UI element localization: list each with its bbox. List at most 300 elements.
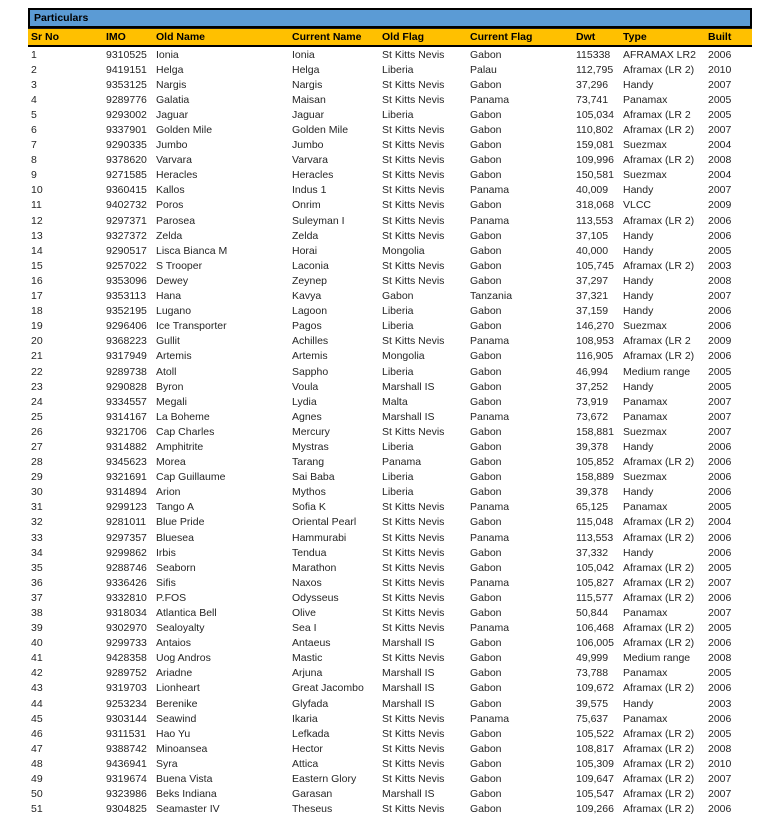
cell-current_name: Voula (292, 380, 319, 393)
cell-current_flag: Gabon (470, 561, 502, 574)
table-row (28, 168, 752, 183)
cell-sr: 9 (31, 169, 37, 182)
cell-dwt: 105,042 (576, 561, 614, 574)
cell-type: Handy (623, 546, 654, 559)
cell-old_name: Seaborn (156, 561, 196, 574)
cell-dwt: 105,309 (576, 757, 614, 770)
cell-imo: 9297371 (106, 214, 147, 227)
cell-imo: 9253234 (106, 697, 147, 710)
table-row (28, 575, 752, 590)
cell-sr: 38 (31, 607, 43, 620)
cell-old_flag: St Kitts Nevis (382, 229, 445, 242)
cell-built: 2009 (708, 335, 732, 348)
cell-current_name: Mastic (292, 652, 323, 665)
cell-built: 2004 (708, 516, 732, 529)
cell-imo: 9327372 (106, 229, 147, 242)
cell-current_flag: Gabon (470, 78, 502, 91)
cell-old_name: Minoansea (156, 742, 208, 755)
cell-built: 2006 (708, 712, 732, 725)
cell-type: Aframax (LR 2) (623, 788, 695, 801)
cell-imo: 9299733 (106, 637, 147, 650)
cell-current_name: Tendua (292, 546, 327, 559)
cell-old_flag: Liberia (382, 108, 414, 121)
cell-current_flag: Gabon (470, 124, 502, 137)
cell-imo: 9257022 (106, 259, 147, 272)
cell-built: 2010 (708, 757, 732, 770)
cell-built: 2005 (708, 727, 732, 740)
cell-old_flag: Mongolia (382, 244, 425, 257)
cell-sr: 36 (31, 576, 43, 589)
column-header-imo: IMO (104, 29, 154, 47)
column-header-built: Built (706, 29, 752, 47)
cell-old_name: La Boheme (156, 410, 210, 423)
cell-current_flag: Panama (470, 576, 510, 589)
cell-imo: 9317949 (106, 350, 147, 363)
cell-sr: 43 (31, 682, 43, 695)
cell-old_name: S Trooper (156, 259, 203, 272)
cell-old_name: Nargis (156, 78, 187, 91)
table-row (28, 605, 752, 620)
cell-old_flag: Liberia (382, 305, 414, 318)
cell-old_flag: Liberia (382, 486, 414, 499)
cell-built: 2005 (708, 244, 732, 257)
table-row (28, 349, 752, 364)
cell-built: 2006 (708, 320, 732, 333)
cell-type: Aframax (LR 2) (623, 757, 695, 770)
cell-built: 2004 (708, 169, 732, 182)
cell-current_name: Ionia (292, 48, 315, 61)
cell-imo: 9336426 (106, 576, 147, 589)
cell-current_flag: Gabon (470, 199, 502, 212)
cell-current_name: Mystras (292, 440, 329, 453)
cell-current_name: Horai (292, 244, 318, 257)
table-row (28, 485, 752, 500)
cell-built: 2006 (708, 350, 732, 363)
cell-sr: 3 (31, 78, 37, 91)
cell-sr: 7 (31, 139, 37, 152)
cell-sr: 42 (31, 667, 43, 680)
cell-current_flag: Gabon (470, 546, 502, 559)
cell-current_flag: Gabon (470, 773, 502, 786)
cell-old_name: Golden Mile (156, 124, 213, 137)
cell-current_flag: Gabon (470, 244, 502, 257)
cell-old_flag: Panama (382, 456, 422, 469)
cell-old_name: Antaios (156, 637, 192, 650)
cell-imo: 9310525 (106, 48, 147, 61)
cell-old_name: Arion (156, 486, 181, 499)
table-row (28, 470, 752, 485)
cell-built: 2006 (708, 48, 732, 61)
table-row (28, 515, 752, 530)
cell-current_flag: Gabon (470, 516, 502, 529)
cell-current_flag: Gabon (470, 607, 502, 620)
cell-current_flag: Gabon (470, 757, 502, 770)
table-body (28, 46, 752, 817)
cell-current_name: Jaguar (292, 108, 325, 121)
table-row (28, 213, 752, 228)
cell-built: 2006 (708, 531, 732, 544)
cell-type: Aframax (LR 2) (623, 727, 695, 740)
cell-sr: 2 (31, 63, 37, 76)
cell-sr: 51 (31, 803, 43, 816)
cell-sr: 32 (31, 516, 43, 529)
cell-dwt: 49,999 (576, 652, 609, 665)
cell-current_flag: Gabon (470, 637, 502, 650)
cell-type: Handy (623, 697, 654, 710)
table-row (28, 273, 752, 288)
table-row (28, 92, 752, 107)
cell-sr: 30 (31, 486, 43, 499)
cell-dwt: 109,647 (576, 773, 614, 786)
table-row (28, 62, 752, 77)
cell-current_name: Zelda (292, 229, 319, 242)
cell-current_name: Pagos (292, 320, 322, 333)
cell-current_flag: Gabon (470, 471, 502, 484)
table-row (28, 243, 752, 258)
cell-imo: 9402732 (106, 199, 147, 212)
cell-sr: 18 (31, 305, 43, 318)
cell-imo: 9337901 (106, 124, 147, 137)
cell-imo: 9314882 (106, 440, 147, 453)
cell-dwt: 37,252 (576, 380, 609, 393)
cell-current_flag: Gabon (470, 365, 502, 378)
table-title-bar: Particulars (28, 8, 752, 28)
cell-type: Suezmax (623, 169, 667, 182)
cell-current_name: Helga (292, 63, 320, 76)
cell-sr: 10 (31, 184, 43, 197)
cell-old_name: Sifis (156, 576, 176, 589)
cell-current_name: Indus 1 (292, 184, 327, 197)
table-row (28, 424, 752, 439)
cell-type: Handy (623, 440, 654, 453)
cell-type: Panamax (623, 93, 668, 106)
cell-type: Aframax (LR 2) (623, 154, 695, 167)
cell-current_name: Lydia (292, 395, 317, 408)
cell-old_flag: St Kitts Nevis (382, 546, 445, 559)
cell-sr: 25 (31, 410, 43, 423)
cell-sr: 26 (31, 425, 43, 438)
cell-old_name: Kallos (156, 184, 185, 197)
cell-old_flag: St Kitts Nevis (382, 93, 445, 106)
cell-old_flag: Marshall IS (382, 788, 435, 801)
column-header-old-flag: Old Flag (380, 29, 468, 47)
cell-type: Handy (623, 274, 654, 287)
cell-old_name: Uog Andros (156, 652, 211, 665)
cell-old_name: Ice Transporter (156, 320, 227, 333)
cell-dwt: 109,672 (576, 682, 614, 695)
cell-dwt: 65,125 (576, 501, 609, 514)
cell-dwt: 109,996 (576, 154, 614, 167)
table-row (28, 228, 752, 243)
cell-sr: 16 (31, 274, 43, 287)
cell-current_flag: Panama (470, 335, 510, 348)
cell-current_name: Eastern Glory (292, 773, 357, 786)
cell-current_flag: Gabon (470, 742, 502, 755)
cell-built: 2008 (708, 742, 732, 755)
cell-built: 2006 (708, 591, 732, 604)
table-row (28, 77, 752, 92)
cell-current_name: Olive (292, 607, 316, 620)
cell-dwt: 108,817 (576, 742, 614, 755)
cell-built: 2008 (708, 274, 732, 287)
cell-current_flag: Gabon (470, 259, 502, 272)
table-row (28, 183, 752, 198)
table-row (28, 711, 752, 726)
cell-type: Panamax (623, 395, 668, 408)
cell-old_flag: Liberia (382, 440, 414, 453)
cell-current_name: Arjuna (292, 667, 323, 680)
cell-old_name: Heracles (156, 169, 198, 182)
cell-old_flag: St Kitts Nevis (382, 169, 445, 182)
cell-imo: 9323986 (106, 788, 147, 801)
table-row (28, 741, 752, 756)
cell-old_name: Galatia (156, 93, 190, 106)
cell-old_flag: St Kitts Nevis (382, 712, 445, 725)
column-header-current-flag: Current Flag (468, 29, 574, 47)
cell-current_name: Mythos (292, 486, 326, 499)
table-row (28, 681, 752, 696)
cell-sr: 19 (31, 320, 43, 333)
table-row (28, 455, 752, 470)
cell-built: 2005 (708, 93, 732, 106)
cell-old_name: Tango A (156, 501, 194, 514)
cell-old_flag: St Kitts Nevis (382, 576, 445, 589)
cell-current_name: Sappho (292, 365, 329, 378)
cell-built: 2007 (708, 773, 732, 786)
cell-old_flag: St Kitts Nevis (382, 757, 445, 770)
cell-type: Handy (623, 184, 654, 197)
cell-old_name: Atlantica Bell (156, 607, 217, 620)
cell-sr: 23 (31, 380, 43, 393)
cell-old_name: Cap Guillaume (156, 471, 226, 484)
cell-current_flag: Gabon (470, 440, 502, 453)
cell-old_flag: Liberia (382, 320, 414, 333)
cell-imo: 9388742 (106, 742, 147, 755)
cell-old_name: Lionheart (156, 682, 200, 695)
cell-sr: 33 (31, 531, 43, 544)
cell-old_name: Atoll (156, 365, 177, 378)
cell-old_name: Buena Vista (156, 773, 213, 786)
cell-dwt: 39,575 (576, 697, 609, 710)
cell-dwt: 40,009 (576, 184, 609, 197)
cell-imo: 9378620 (106, 154, 147, 167)
cell-old_name: Byron (156, 380, 184, 393)
cell-old_flag: St Kitts Nevis (382, 425, 445, 438)
cell-current_flag: Palau (470, 63, 497, 76)
cell-current_flag: Gabon (470, 425, 502, 438)
cell-imo: 9289752 (106, 667, 147, 680)
cell-current_flag: Panama (470, 184, 510, 197)
cell-current_flag: Panama (470, 712, 510, 725)
cell-type: Handy (623, 486, 654, 499)
cell-built: 2006 (708, 803, 732, 816)
cell-current_name: Jumbo (292, 139, 324, 152)
cell-type: Aframax (LR 2) (623, 803, 695, 816)
cell-current_name: Attica (292, 757, 319, 770)
cell-old_flag: Marshall IS (382, 682, 435, 695)
cell-imo: 9314167 (106, 410, 147, 423)
cell-built: 2003 (708, 697, 732, 710)
cell-current_flag: Gabon (470, 305, 502, 318)
cell-built: 2007 (708, 290, 732, 303)
cell-imo: 9296406 (106, 320, 147, 333)
cell-dwt: 37,296 (576, 78, 609, 91)
cell-imo: 9290335 (106, 139, 147, 152)
cell-old_name: Morea (156, 456, 186, 469)
cell-dwt: 115,577 (576, 591, 614, 604)
cell-imo: 9368223 (106, 335, 147, 348)
column-header-type: Type (621, 29, 706, 47)
cell-old_flag: St Kitts Nevis (382, 274, 445, 287)
cell-old_name: Zelda (156, 229, 183, 242)
table-row (28, 439, 752, 454)
cell-built: 2004 (708, 139, 732, 152)
cell-type: VLCC (623, 199, 652, 212)
cell-type: Medium range (623, 365, 691, 378)
cell-type: Aframax (LR 2) (623, 637, 695, 650)
cell-old_flag: St Kitts Nevis (382, 199, 445, 212)
cell-sr: 4 (31, 93, 37, 106)
cell-current_name: Lefkada (292, 727, 330, 740)
cell-current_flag: Gabon (470, 139, 502, 152)
table-row (28, 122, 752, 137)
cell-old_name: Ariadne (156, 667, 193, 680)
cell-old_name: Helga (156, 63, 184, 76)
cell-old_name: Jaguar (156, 108, 189, 121)
table-row (28, 696, 752, 711)
cell-sr: 27 (31, 440, 43, 453)
cell-current_flag: Gabon (470, 697, 502, 710)
cell-sr: 46 (31, 727, 43, 740)
cell-type: Panamax (623, 667, 668, 680)
cell-type: Suezmax (623, 471, 667, 484)
cell-dwt: 158,881 (576, 425, 614, 438)
cell-dwt: 73,672 (576, 410, 609, 423)
cell-old_name: Gullit (156, 335, 180, 348)
cell-current_flag: Gabon (470, 154, 502, 167)
cell-built: 2005 (708, 365, 732, 378)
cell-built: 2007 (708, 425, 732, 438)
cell-old_name: Varvara (156, 154, 192, 167)
cell-sr: 11 (31, 199, 42, 212)
cell-old_flag: St Kitts Nevis (382, 742, 445, 755)
table-row (28, 621, 752, 636)
cell-type: Aframax (LR 2) (623, 531, 695, 544)
cell-imo: 9345623 (106, 456, 147, 469)
cell-built: 2005 (708, 380, 732, 393)
cell-old_flag: St Kitts Nevis (382, 214, 445, 227)
cell-current_flag: Gabon (470, 229, 502, 242)
cell-type: Panamax (623, 712, 668, 725)
cell-dwt: 150,581 (576, 169, 614, 182)
cell-old_name: P.FOS (156, 591, 187, 604)
cell-type: Panamax (623, 501, 668, 514)
cell-current_name: Agnes (292, 410, 322, 423)
cell-dwt: 106,468 (576, 622, 614, 635)
cell-sr: 1 (31, 48, 37, 61)
cell-sr: 17 (31, 290, 43, 303)
cell-type: Handy (623, 78, 654, 91)
cell-built: 2005 (708, 108, 732, 121)
cell-current_name: Sea I (292, 622, 317, 635)
cell-imo: 9281011 (106, 516, 147, 529)
cell-old_flag: Marshall IS (382, 380, 435, 393)
cell-sr: 14 (31, 244, 43, 257)
cell-old_name: Lisca Bianca M (156, 244, 228, 257)
cell-current_flag: Panama (470, 93, 510, 106)
cell-built: 2007 (708, 410, 732, 423)
cell-current_name: Antaeus (292, 637, 331, 650)
table-row (28, 590, 752, 605)
cell-current_name: Heracles (292, 169, 334, 182)
table-row (28, 289, 752, 304)
cell-sr: 8 (31, 154, 37, 167)
cell-dwt: 106,005 (576, 637, 614, 650)
cell-sr: 35 (31, 561, 43, 574)
cell-imo: 9314894 (106, 486, 147, 499)
cell-dwt: 105,827 (576, 576, 614, 589)
cell-imo: 9334557 (106, 395, 147, 408)
cell-dwt: 73,788 (576, 667, 609, 680)
table-row (28, 756, 752, 771)
cell-sr: 48 (31, 757, 43, 770)
cell-built: 2010 (708, 63, 732, 76)
particulars-table-container (28, 8, 752, 817)
cell-current_flag: Gabon (470, 727, 502, 740)
cell-current_flag: Gabon (470, 652, 502, 665)
cell-imo: 9303144 (106, 712, 147, 725)
table-row (28, 726, 752, 741)
cell-old_flag: Marshall IS (382, 697, 435, 710)
column-header-old-name: Old Name (154, 29, 290, 47)
cell-sr: 50 (31, 788, 43, 801)
cell-sr: 5 (31, 108, 37, 121)
cell-built: 2007 (708, 78, 732, 91)
cell-dwt: 105,852 (576, 456, 614, 469)
cell-sr: 20 (31, 335, 43, 348)
cell-dwt: 112,795 (576, 63, 614, 76)
cell-dwt: 75,637 (576, 712, 609, 725)
cell-current_name: Garasan (292, 788, 333, 801)
cell-current_name: Theseus (292, 803, 333, 816)
cell-dwt: 37,297 (576, 274, 609, 287)
cell-old_name: Irbis (156, 546, 176, 559)
cell-dwt: 73,919 (576, 395, 609, 408)
table-row (28, 666, 752, 681)
cell-old_flag: St Kitts Nevis (382, 124, 445, 137)
cell-old_flag: St Kitts Nevis (382, 184, 445, 197)
cell-dwt: 318,068 (576, 199, 614, 212)
cell-old_name: Seawind (156, 712, 197, 725)
cell-sr: 45 (31, 712, 43, 725)
cell-sr: 13 (31, 229, 43, 242)
cell-built: 2006 (708, 229, 732, 242)
cell-current_flag: Tanzania (470, 290, 513, 303)
cell-sr: 44 (31, 697, 43, 710)
cell-type: Aframax (LR 2) (623, 773, 695, 786)
cell-current_flag: Gabon (470, 456, 502, 469)
cell-current_name: Lagoon (292, 305, 328, 318)
cell-type: Aframax (LR 2) (623, 63, 695, 76)
cell-sr: 24 (31, 395, 43, 408)
cell-imo: 9297357 (106, 531, 147, 544)
cell-type: AFRAMAX LR2 (623, 48, 696, 61)
cell-dwt: 146,270 (576, 320, 614, 333)
cell-imo: 9299123 (106, 501, 147, 514)
particulars-table (28, 28, 752, 817)
cell-imo: 9293002 (106, 108, 147, 121)
cell-current_name: Nargis (292, 78, 323, 91)
